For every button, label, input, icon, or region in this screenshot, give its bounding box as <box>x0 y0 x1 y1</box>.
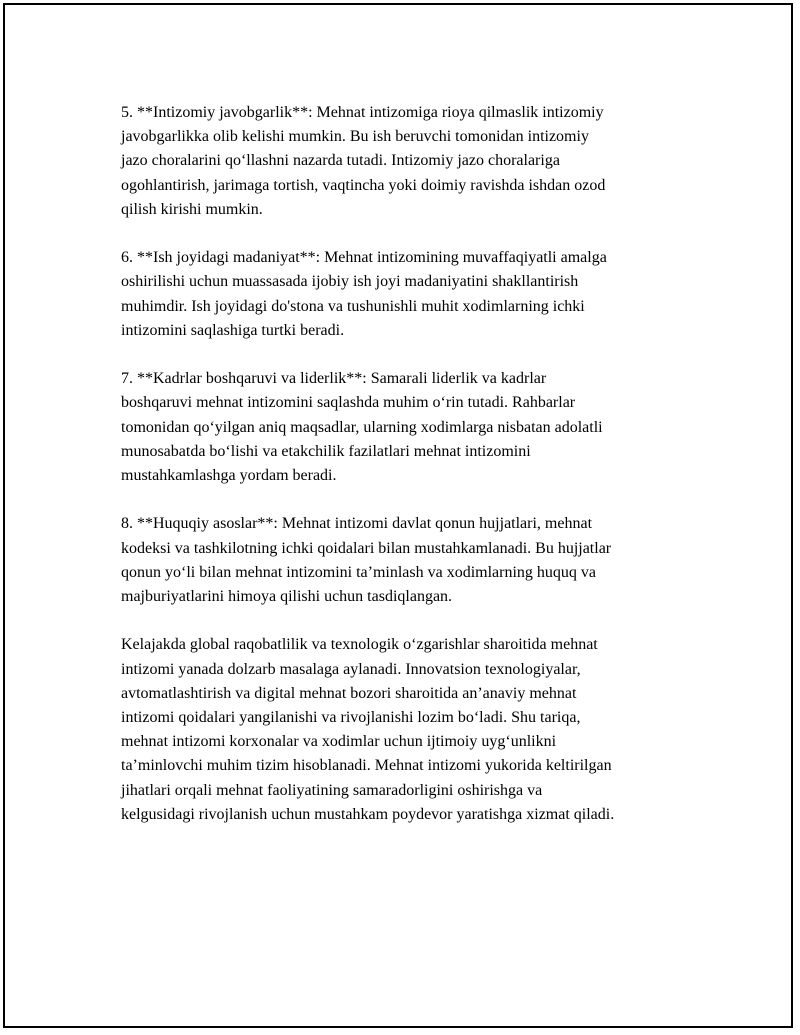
document-page <box>3 3 793 1028</box>
text-line: oshirilishi uchun muassasada ijobiy ish joyi madaniyatini shakllantirish <box>121 273 579 291</box>
text-line: 7. **Kadrlar boshqaruvi va liderlik**: Samarali liderlik va kadrlar <box>121 370 547 388</box>
text-line: boshqaruvi mehnat intizomini saqlashda muhim o‘rin tutadi. Rahbarlar <box>121 394 576 412</box>
text-line: mustahkamlashga yordam beradi. <box>121 467 337 485</box>
text-line: intizomi qoidalari yangilanishi va rivojlanishi lozim bo‘ladi. Shu tariqa, <box>121 709 581 727</box>
paragraph-intizomiy-javobgarlik <box>121 101 701 222</box>
text-line: mehnat intizomi korxonalar va xodimlar uchun ijtimoiy uyg‘unlikni <box>121 733 557 751</box>
text-line: ogohlantirish, jarimaga tortish, vaqtincha yoki doimiy ravishda ishdan ozod <box>121 176 606 194</box>
text-line: majburiyatlarini himoya qilishi uchun tasdiqlangan. <box>121 588 453 606</box>
text-line: kelgusidagi rivojlanish uchun mustahkam poydevor yaratishga xizmat qiladi. <box>121 805 615 823</box>
text-line: 8. **Huquqiy asoslar**: Mehnat intizomi davlat qonun hujjatlari, mehnat <box>121 515 593 533</box>
paragraph-ish-joyidagi-madaniyat <box>121 246 701 343</box>
text-line: munosabatda bo‘lishi va etakchilik fazilatlari mehnat intizomini <box>121 442 531 460</box>
text-line: muhimdir. Ish joyidagi do'stona va tushunishli muhit xodimlarning ichki <box>121 297 585 315</box>
paragraph-huquqiy-asoslar <box>121 512 701 609</box>
text-line: Kelajakda global raqobatlilik va texnologik o‘zgarishlar sharoitida mehnat <box>121 636 598 654</box>
text-line: intizomi yanada dolzarb masalaga aylanadi. Innovatsion texnologiyalar, <box>121 660 581 678</box>
text-line: tomonidan qo‘yilgan aniq maqsadlar, ularning xodimlarga nisbatan adolatli <box>121 418 603 436</box>
text-line: jihatlari orqali mehnat faoliyatining samaradorligini oshirishga va <box>121 781 543 799</box>
text-line: 6. **Ish joyidagi madaniyat**: Mehnat intizomining muvaffaqiyatli amalga <box>121 249 607 267</box>
paragraph-kadrlar-boshqaruvi <box>121 367 701 488</box>
text-line: javobgarlikka olib kelishi mumkin. Bu ish beruvchi tomonidan intizomiy <box>121 128 589 146</box>
text-line: 5. **Intizomiy javobgarlik**: Mehnat intizomiga rioya qilmaslik intizomiy <box>121 104 604 121</box>
text-line: intizomini saqlashiga turtki beradi. <box>121 321 345 339</box>
text-line: kodeksi va tashkilotning ichki qoidalari bilan mustahkamlanadi. Bu hujjatlar <box>121 539 612 557</box>
text-line: avtomatlashtirish va digital mehnat bozori sharoitida an’anaviy mehnat <box>121 684 577 702</box>
paragraph-kelajakda <box>121 633 701 827</box>
text-line: qilish kirishi mumkin. <box>121 200 263 218</box>
text-line: ta’minlovchi muhim tizim hisoblanadi. Mehnat intizomi yukorida keltirilgan <box>121 757 612 775</box>
text-line: qonun yo‘li bilan mehnat intizomini ta’minlash va xodimlarning huquq va <box>121 563 597 581</box>
text-line: jazo choralarini qo‘llashni nazarda tutadi. Intizomiy jazo choralariga <box>121 152 560 170</box>
document-body <box>121 101 701 851</box>
